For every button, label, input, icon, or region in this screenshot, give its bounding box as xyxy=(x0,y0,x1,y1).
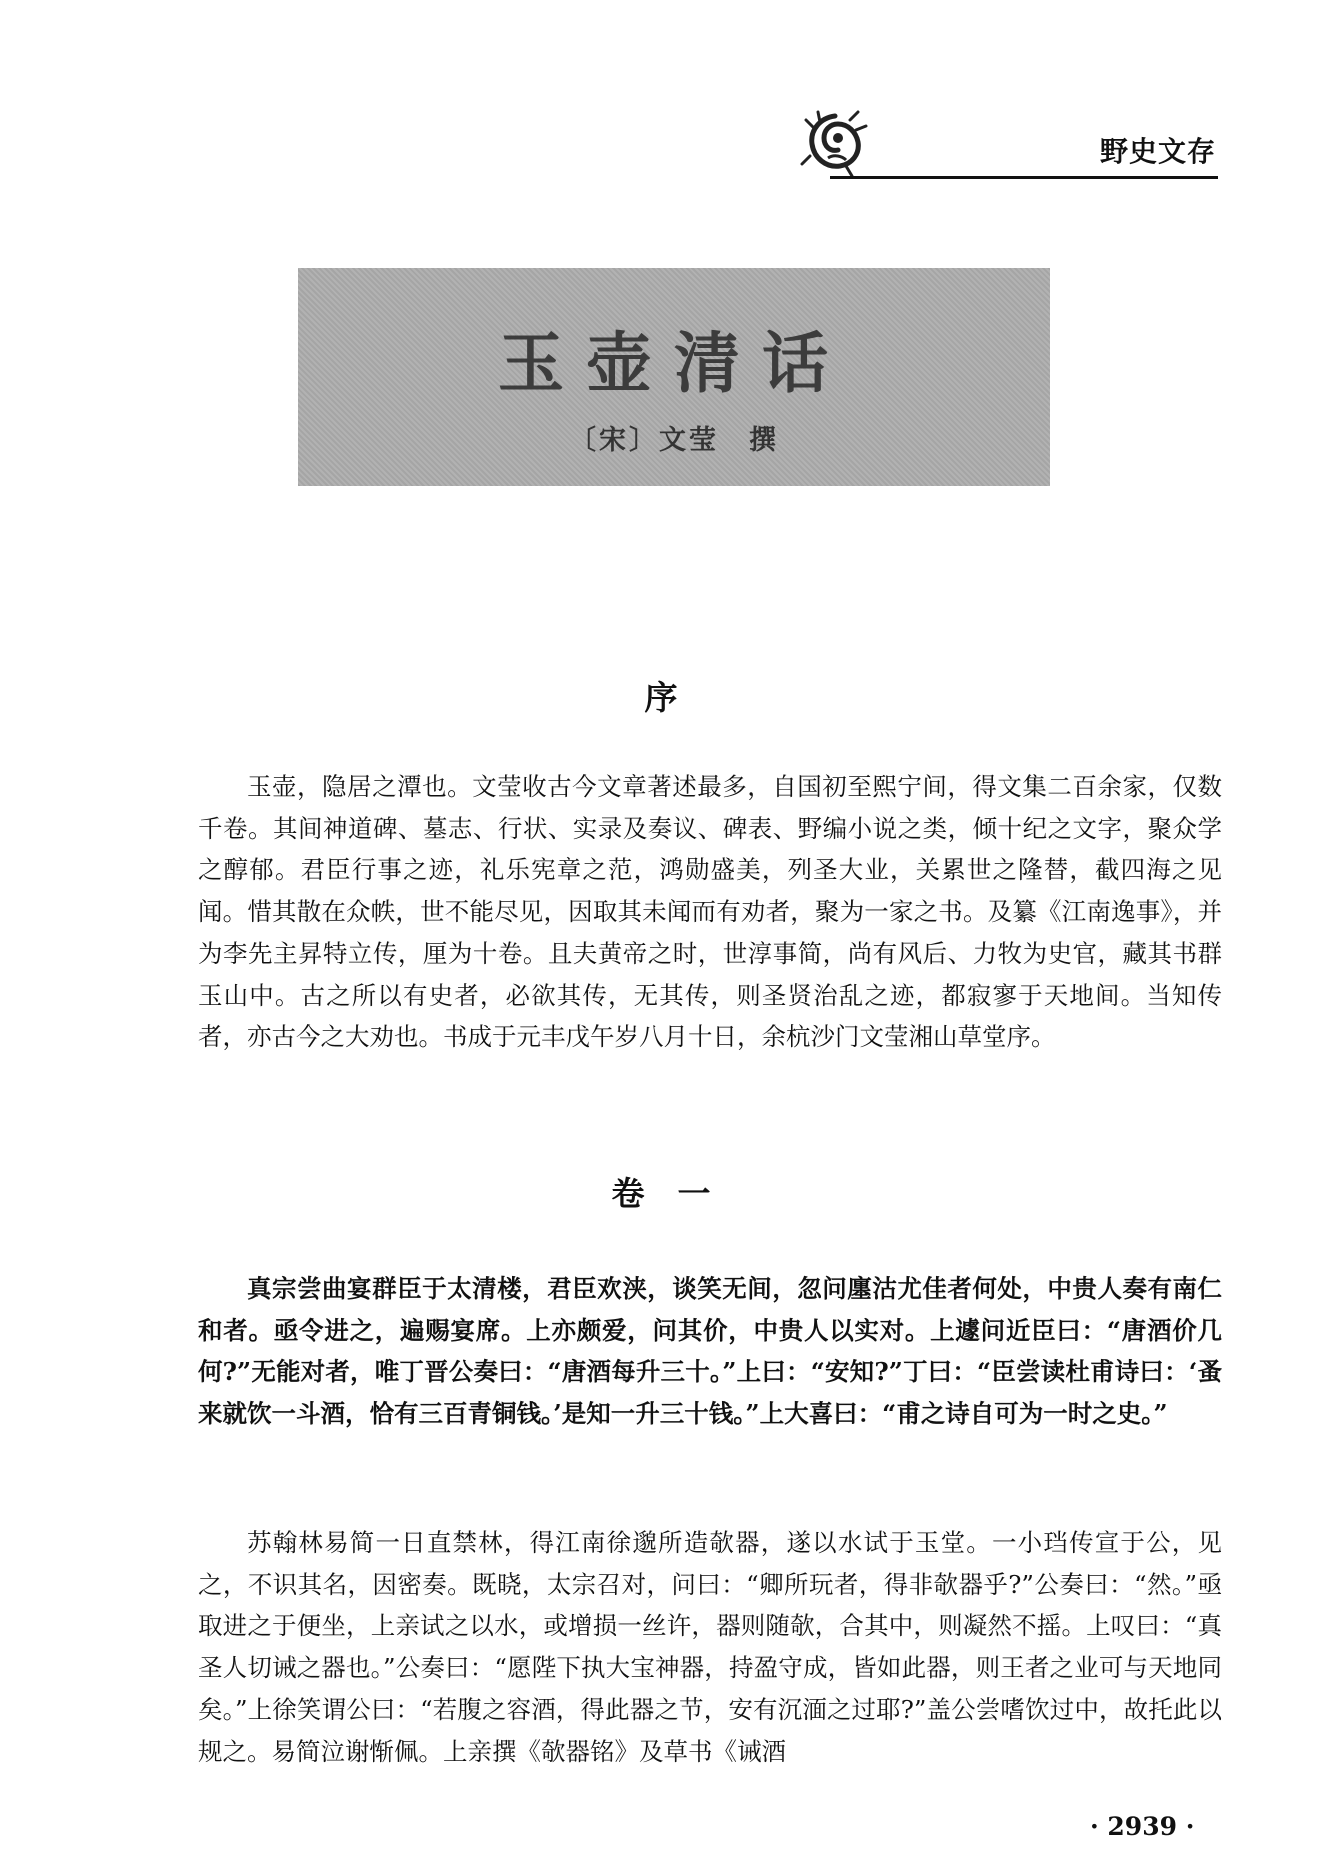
section-heading-preface: 序 xyxy=(644,678,678,717)
volume-one-paragraph-1: 真宗尝曲宴群臣于太清楼，君臣欢浃，谈笑无间，忽问廛沽尤佳者何处，中贵人奏有南仁和者。亟令进之，遍赐宴席。上亦颇爱，问其价，中贵人以实对。上遽问近臣曰：“唐酒价几何?”无能对者，唯丁晋公奏曰：“唐酒每升三十。”上曰：“安知?”丁曰：“臣尝读杜甫诗曰：‘蚤来就饮一斗酒，恰有三百青铜钱。’是知一升三十钱。”上大喜曰：“甫之诗自可为一时之史。” xyxy=(198,1274,1222,1429)
section-heading-volume-one: 卷 一 xyxy=(611,1174,711,1213)
dragon-emblem-icon xyxy=(800,108,870,178)
preface-paragraph: 玉壶，隐居之潭也。文莹收古今文章著述最多，自国初至熙宁间，得文集二百余家，仅数千卷。其间神道碑、墓志、行状、实录及奏议、碑表、野编小说之类，倾十纪之文字，聚众学之醇郁。君臣行事之迹，礼乐宪章之范，鸿勋盛美，列圣大业，关累世之隆替，截四海之见闻。惜其散在众帙，世不能尽见，因取其未闻而有劝者，聚为一家之书。及纂《江南逸事》，并为李先主昇特立传，厘为十卷。且夫黄帝之时，世淳事简，尚有风后、力牧为史官，藏其书群玉山中。古之所以有史者，必欲其传，无其传，则圣贤治乱之迹，都寂寥于天地间。当知传者，亦古今之大劝也。书成于元丰戊午岁八月十日，余杭沙门文莹湘山草堂序。 xyxy=(198,772,1222,1052)
page-number: · 2939 · xyxy=(1090,1812,1195,1841)
running-header-title: 野史文存 xyxy=(1100,135,1217,168)
volume-one-paragraph-2: 苏翰林易简一日直禁林，得江南徐邈所造欹器，遂以水试于玉堂。一小珰传宣于公，见之，不识其名，因密奏。既晓，太宗召对，问曰：“卿所玩者，得非欹器乎?”公奏曰：“然。”亟取进之于便坐，上亲试之以水，或增损一丝许，器则随欹，合其中，则凝然不摇。上叹曰：“真圣人切诫之器也。”公奏曰：“愿陛下执大宝神器，持盈守成，皆如此器，则王者之业可与天地同矣。”上徐笑谓公曰：“若腹之容酒，得此器之节，安有沉湎之过耶?”盖公尝嗜饮过中，故托此以规之。易简泣谢惭佩。上亲撰《欹器铭》及草书《诫酒 xyxy=(198,1528,1222,1766)
title-block xyxy=(298,268,1050,486)
book-title: 玉壶清话 xyxy=(498,324,850,402)
header-rule xyxy=(830,176,1218,179)
book-author: 〔宋〕文莹 撰 xyxy=(569,425,779,456)
